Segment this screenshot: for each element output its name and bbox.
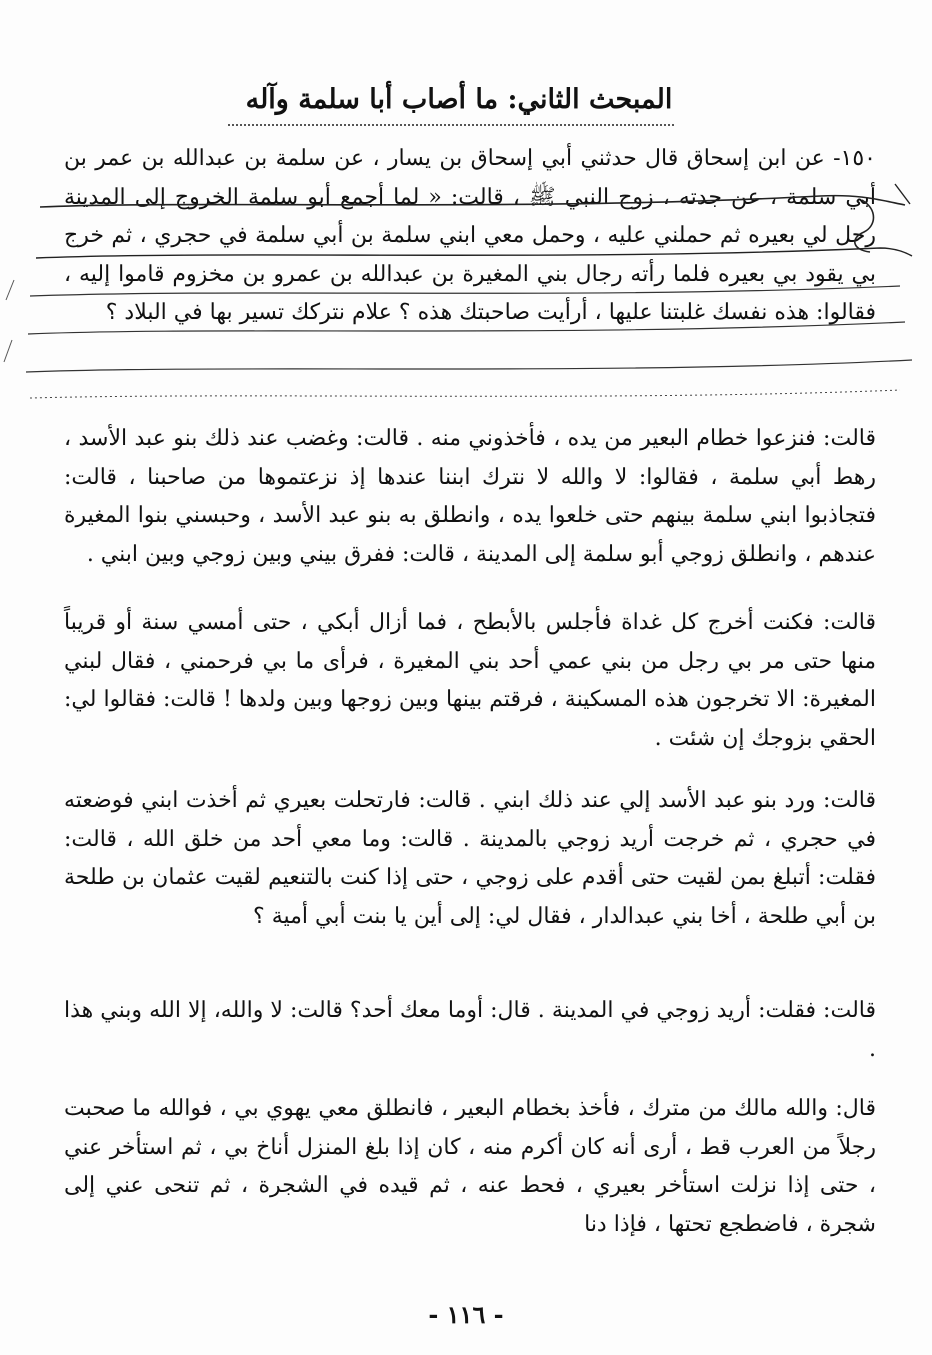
paragraph-text: قالت: فنزعوا خطام البعير من يده ، فأخذوني منه . قالت: وغضب عند ذلك بنو عبد الأسد ، رهط أبي سلمة ، فقالوا: لا والله لا نترك ابننا عندها إذ نزعتموها من صاحبنا ، قالت: فتجاذبوا ابني سلمة بينهم حتى خلعوا يده ، وانطلق به بنو عبد الأسد ، وحبسني بنوا المغيرة عندهم ، وانطلق زوجي أبو سلمة إلى المدينة ، قالت: ففرق بيني وبين زوجي وبين ابني . xyxy=(64,426,876,567)
paragraph-text: ١٥٠- عن ابن إسحاق قال حدثني أبي إسحاق بن يسار ، عن سلمة بن عبدالله بن عمر بن أبي سلمة ، عن جدته ، زوج النبي ﷺ ، قالت: « لما أجمع أبو سلمة الخروج إلى المدينة رحل لي بعيره ثم حملني عليه ، وحمل معي ابني سلمة بن أبي سلمة في حجري ، ثم خرج بي يقود بي بعيره فلما رأته رجال بني المغيرة بن عبدالله بن عمرو بن مخزوم قاموا إليه ، فقالوا: هذه نفسك غلبتنا عليها ، أرأيت صاحبتك هذه ؟ علام نتركك تسير بها في البلاد ؟ xyxy=(64,146,876,325)
paragraph-3 xyxy=(64,604,876,758)
paragraph-6 xyxy=(64,1090,876,1244)
paragraph-text: قال: والله مالك من مترك ، فأخذ بخطام البعير ، فانطلق معي يهوي بي ، فوالله ما صحبت رجلاً من العرب قط ، أرى أنه كان أكرم منه ، كان إذا بلغ المنزل أناخ بي ، ثم استأخر عني ، حتى إذا نزلت استأخر بعيري ، فحط عنه ، ثم قيده في الشجرة ، ثم تنحى عني إلى شجرة ، فاضطجع تحتها ، فإذا دنا xyxy=(64,1096,876,1237)
paragraph-text: قالت: ورد بنو عبد الأسد إلي عند ذلك ابني . قالت: فارتحلت بعيري ثم أخذت ابني فوضعته في حجري ، ثم خرجت أريد زوجي بالمدينة . قالت: وما معي أحد من خلق الله ، قالت: فقلت: أتبلغ بمن لقيت حتى أقدم على زوجي ، حتى إذا كنت بالتنعيم لقيت عثمان بن طلحة بن أبي طلحة ، أخا بني عبدالدار ، فقال لي: إلى أين يا بنت أبي أمية ؟ xyxy=(64,788,876,929)
paragraph-text: قالت: فكنت أخرج كل غداة فأجلس بالأبطح ، فما أزال أبكي ، حتى أمسي سنة أو قريباً منها حتى مر بي رجل من بني عمي أحد بني المغيرة ، فرأى ما بي فرحمني ، فقال لبني المغيرة: الا تخرجون هذه المسكينة ، فرقتم بينها وبين زوجها وبين ولدها ! قالت: فقالوا لي: الحقي بزوجك إن شئت . xyxy=(64,610,876,751)
paragraph-5 xyxy=(64,992,876,1069)
page-number: - ١١٦ - xyxy=(428,1300,504,1329)
paragraph-2 xyxy=(64,420,876,574)
paragraph-4 xyxy=(64,782,876,936)
heading-underline xyxy=(228,124,674,126)
paragraph-text: قالت: فقلت: أريد زوجي في المدينة . قال: أوما معك أحد؟ قالت: لا والله، إلا الله وبني هذا . xyxy=(64,998,876,1062)
section-heading: المبحث الثاني: ما أصاب أبا سلمة وآله xyxy=(245,84,673,115)
paragraph-hadith-150 xyxy=(64,140,876,333)
